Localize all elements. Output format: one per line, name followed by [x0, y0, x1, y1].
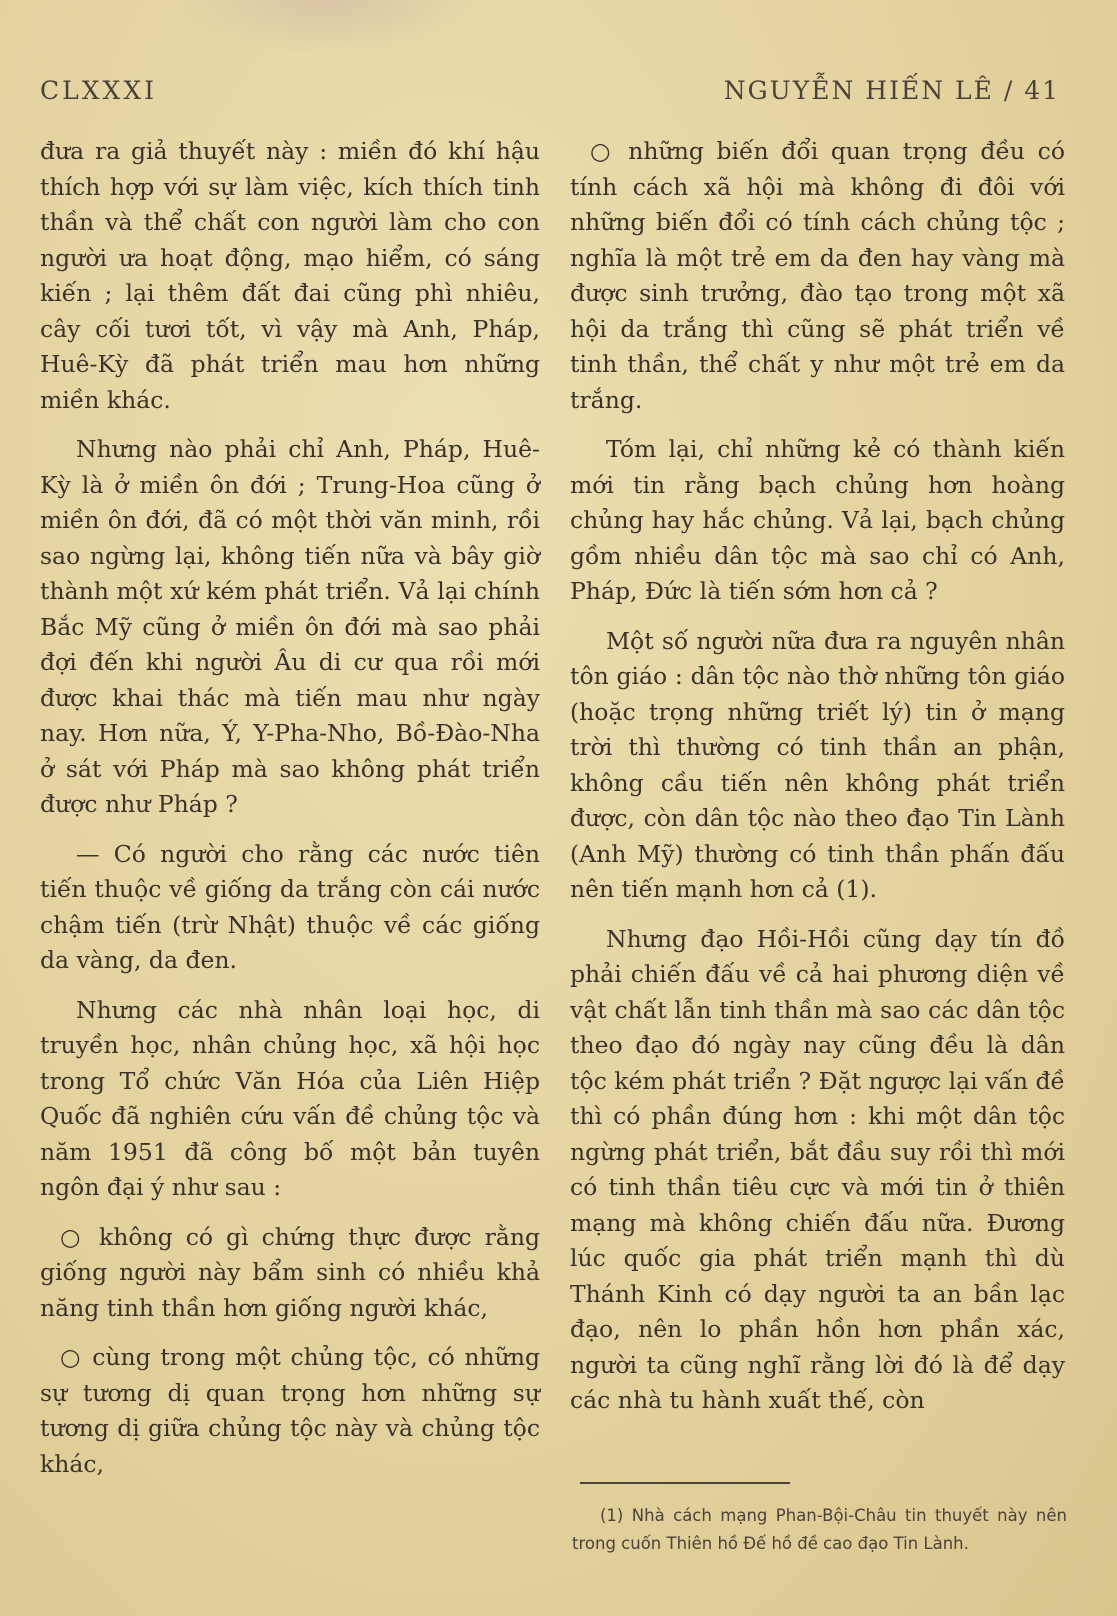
list-item: ○ không có gì chứng thực được rằng giống người này bẩm sinh có nhiều khả năng tinh thần hơn giống người khác,: [40, 1222, 540, 1322]
paragraph: Tóm lại, chỉ những kẻ có thành kiến mới tin rằng bạch chủng hơn hoàng chủng hay hắc chủng. Vả lại, bạch chủng gồm nhiều dân tộc mà sao chỉ có Anh, Pháp, Đức là tiến sớm hơn cả ?: [570, 435, 1065, 605]
paragraph: Nhưng đạo Hồi-Hồi cũng dạy tín đồ phải chiến đấu về cả hai phương diện về vật chất lẫn tinh thần mà sao các dân tộc theo đạo đó ngày nay cũng đều là dân tộc kém phát triển ? Đặt ngược lại vấn đề thì có phần đúng hơn : khi một dân tộc ngừng phát triển, bắt đầu suy rồi thì mới có tinh thần tiêu cực và mới tin ở thiên mạng mà không chiến đấu nữa. Đương lúc quốc gia phát triển mạnh thì dù Thánh Kinh có dạy người ta an bần lạc đạo, nên lo phần hồn hơn phần xác, người ta cũng nghĩ rằng lời đó là để dạy các nhà tu hành xuất thế, còn: [570, 924, 1065, 1414]
footnote-divider: [580, 1482, 790, 1484]
list-item: ○ những biến đổi quan trọng đều có tính cách xã hội mà không đi đôi với những biến đổi có tính cách chủng tộc ; nghĩa là một trẻ em da đen hay vàng mà được sinh trưởng, đào tạo trong một xã hội da trắng thì cũng sẽ phát triển về tinh thần, thể chất y như một trẻ em da trắng.: [570, 137, 1065, 414]
list-item: ○ cùng trong một chủng tộc, có những sự tương dị quan trọng hơn những sự tương dị giữa chủng tộc này và chủng tộc khác,: [40, 1343, 540, 1478]
running-header: [40, 76, 1060, 116]
footnote-text: (1) Nhà cách mạng Phan-Bội-Châu tin thuyết này nên trong cuốn Thiên hồ Đế hồ đề cao đạo Tin Lành.: [572, 1506, 1067, 1553]
author-page-number: NGUYỄN HIẾN LÊ / 41: [723, 76, 1060, 105]
chapter-folio: CLXXXI: [40, 76, 157, 105]
page-stain: [170, 0, 480, 55]
right-text-column: [570, 134, 1065, 1433]
left-text-column: [40, 134, 540, 1496]
paragraph: đưa ra giả thuyết này : miền đó khí hậu thích hợp với sự làm việc, kích thích tinh thần và thể chất con người làm cho con người ưa hoạt động, mạo hiểm, có sáng kiến ; lại thêm đất đai cũng phì nhiêu, cây cối tươi tốt, vì vậy mà Anh, Pháp, Huê-Kỳ đã phát triển mau hơn những miền khác.: [40, 137, 540, 414]
paragraph: — Có người cho rằng các nước tiên tiến thuộc về giống da trắng còn cái nước chậm tiến (trừ Nhật) thuộc về các giống da vàng, da đen.: [40, 839, 540, 974]
paragraph: Nhưng các nhà nhân loại học, di truyền học, nhân chủng học, xã hội học trong Tổ chức Văn Hóa của Liên Hiệp Quốc đã nghiên cứu vấn đề chủng tộc và năm 1951 đã công bố một bản tuyên ngôn đại ý như sau :: [40, 995, 540, 1201]
footnote: [572, 1502, 1067, 1558]
paragraph: Nhưng nào phải chỉ Anh, Pháp, Huê-Kỳ là ở miền ôn đới ; Trung-Hoa cũng ở miền ôn đới, đã có một thời văn minh, rồi sao ngừng lại, không tiến nữa và bây giờ thành một xứ kém phát triển. Vả lại chính Bắc Mỹ cũng ở miền ôn đới mà sao phải đợi đến khi người Âu di cư qua rồi mới được khai thác mà tiến mau như ngày nay. Hơn nữa, Ý, Y-Pha-Nho, Bồ-Đào-Nha ở sát với Pháp mà sao không phát triển được như Pháp ?: [40, 435, 540, 818]
paragraph: Một số người nữa đưa ra nguyên nhân tôn giáo : dân tộc nào thờ những tôn giáo (hoặc trọng những triết lý) tin ở mạng trời thì thường có tinh thần an phận, không cầu tiến nên không phát triển được, còn dân tộc nào theo đạo Tin Lành (Anh Mỹ) thường có tinh thần phấn đấu nên tiến mạnh hơn cả (1).: [570, 626, 1065, 903]
